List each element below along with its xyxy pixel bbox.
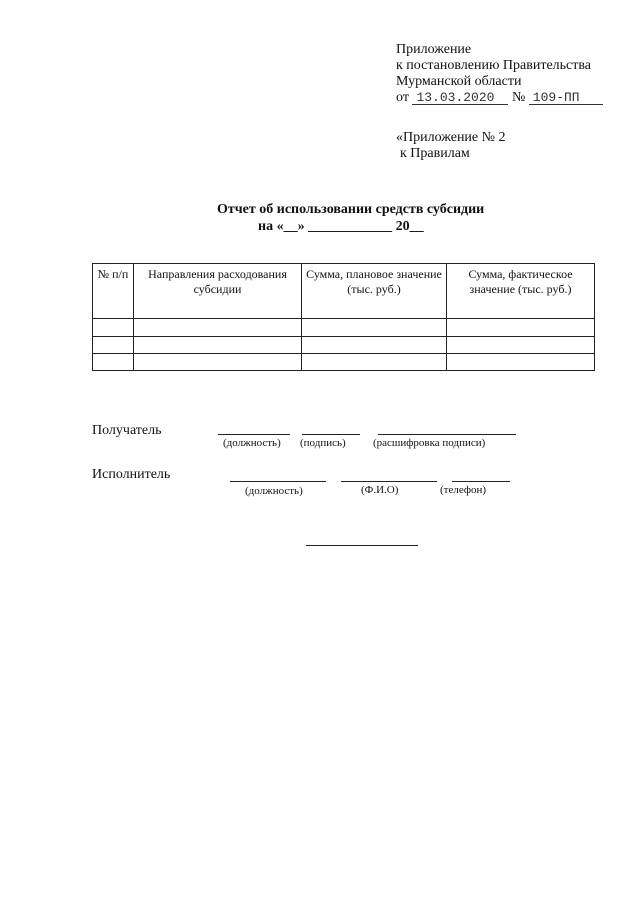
resolution-number: 109-ПП bbox=[529, 91, 603, 105]
table-cell bbox=[447, 354, 595, 371]
recipient-signature-caption: (подпись) bbox=[300, 437, 346, 449]
executor-position-line bbox=[230, 481, 326, 482]
report-date-line: на «__» ____________ 20__ bbox=[258, 219, 424, 234]
executor-fullname-line bbox=[341, 481, 437, 482]
table-cell bbox=[447, 337, 595, 354]
table-cell bbox=[302, 337, 447, 354]
col-header-number: № п/п bbox=[93, 264, 134, 319]
number-prefix: № bbox=[511, 90, 526, 105]
table-cell bbox=[93, 354, 134, 371]
report-table bbox=[92, 263, 595, 371]
executor-phone-caption: (телефон) bbox=[440, 484, 487, 496]
table-cell bbox=[134, 337, 302, 354]
executor-fullname-caption: (Ф.И.О) bbox=[361, 484, 399, 496]
recipient-position-caption: (должность) bbox=[223, 437, 281, 449]
table-cell bbox=[302, 319, 447, 337]
resolution-date: 13.03.2020 bbox=[412, 91, 508, 105]
table-header-row bbox=[93, 264, 595, 319]
table-cell bbox=[93, 319, 134, 337]
appendix-block bbox=[396, 42, 603, 106]
recipient-position-line bbox=[218, 434, 290, 435]
report-title: Отчет об использовании средств субсидии bbox=[217, 202, 485, 217]
table-cell bbox=[302, 354, 447, 371]
date-prefix: от bbox=[396, 90, 409, 105]
executor-label: Исполнитель bbox=[92, 467, 171, 482]
appendix-resolution-ref: к постановлению Правительства bbox=[396, 58, 592, 73]
table-cell bbox=[93, 337, 134, 354]
executor-phone-line bbox=[452, 481, 510, 482]
executor-position-caption: (должность) bbox=[245, 485, 303, 497]
recipient-name-caption: (расшифровка подписи) bbox=[373, 437, 486, 449]
table-row bbox=[93, 354, 595, 371]
inner-appendix-title: «Приложение № 2 bbox=[396, 130, 506, 145]
col-header-actual: Сумма, фактическое значение (тыс. руб.) bbox=[447, 264, 595, 319]
inner-appendix-block bbox=[396, 130, 506, 162]
recipient-label: Получатель bbox=[92, 423, 162, 438]
col-header-direction: Направления расходования субсидии bbox=[134, 264, 302, 319]
recipient-name-line bbox=[378, 434, 516, 435]
table-cell bbox=[134, 319, 302, 337]
appendix-date-number bbox=[396, 90, 603, 106]
closing-divider bbox=[306, 545, 418, 546]
table-row bbox=[93, 337, 595, 354]
inner-appendix-rules: к Правилам bbox=[400, 146, 470, 161]
appendix-title: Приложение bbox=[396, 42, 472, 57]
table-row bbox=[93, 319, 595, 337]
table-cell bbox=[134, 354, 302, 371]
recipient-signature-line bbox=[302, 434, 360, 435]
table-cell bbox=[447, 319, 595, 337]
appendix-region: Мурманской области bbox=[396, 74, 522, 89]
col-header-planned: Сумма, плановое значение (тыс. руб.) bbox=[302, 264, 447, 319]
